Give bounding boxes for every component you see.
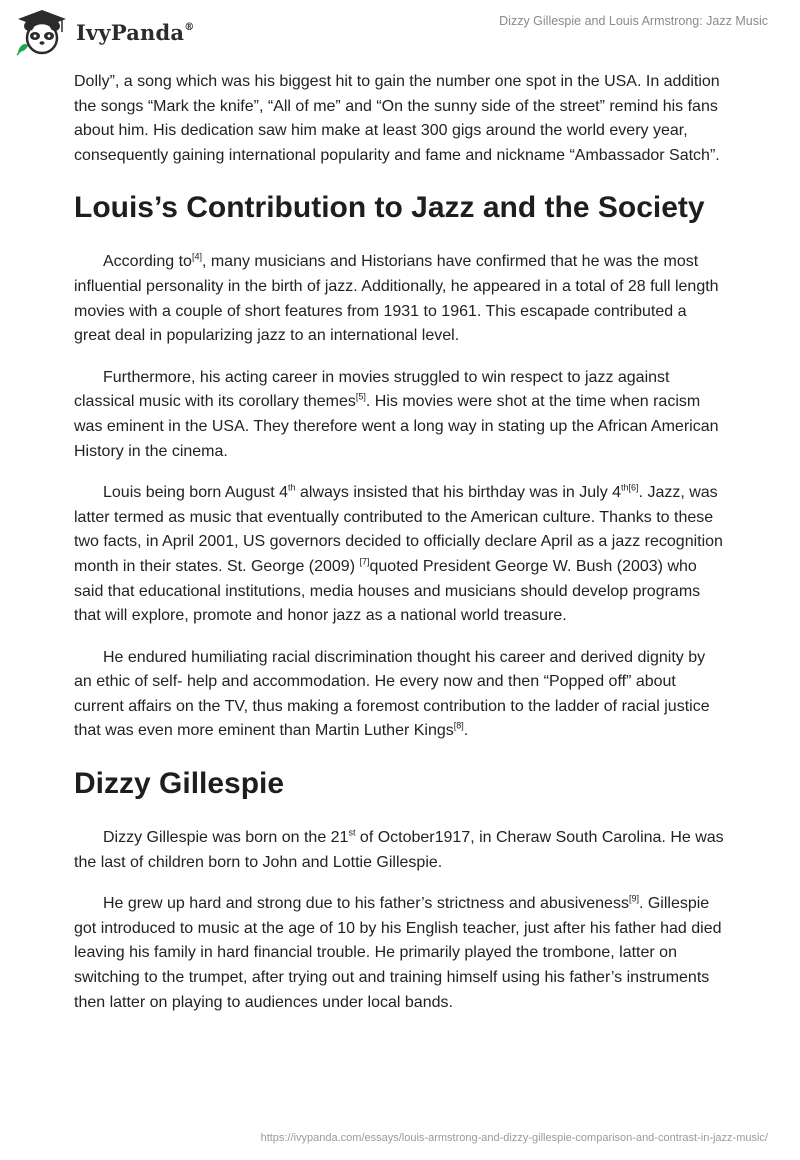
citation-ref[interactable]: [7]	[359, 556, 370, 567]
paragraph: According to[4], many musicians and Historians have confirmed that he was the most influential personality in the birth of jazz. Additionally, he appeared in a total of 28 full length movies with a couple of short features from 1931 to 1961. This escapade contributed a great deal in popularizing jazz to an international level.	[74, 252, 719, 345]
paragraph: He endured humiliating racial discrimination thought his career and derived dignity by an ethic of self- help and accommodation. He every now and then “Popped off” about current affairs on the TV, thus making a foremost contribution to the ladder of racial justice that was even more eminent than Martin Luther Kings[8].	[74, 648, 710, 740]
registered-mark: ®	[184, 21, 195, 33]
essay-body	[74, 70, 726, 1032]
citation-ref[interactable]: [4]	[191, 252, 202, 263]
citation-ref[interactable]: [9]	[628, 893, 639, 904]
section-heading-louis-contribution: Louis’s Contribution to Jazz and the Society	[74, 191, 705, 225]
panda-graduate-icon	[14, 8, 70, 56]
page-header	[0, 0, 800, 64]
paragraph: Dolly”, a song which was his biggest hit to gain the number one spot in the USA. In addition the songs “Mark the knife”, “All of me” and “On the sunny side of the street” remind his fans about him. His dedication saw him make at least 300 gigs around the world every year, consequently gaining international popularity and fame and nickname “Ambassador Satch”.	[74, 73, 720, 164]
paragraph: Dizzy Gillespie was born on the 21st of October1917, in Cheraw South Carolina. He was the last of children born to John and Lottie Gillespie.	[74, 827, 724, 871]
paragraph: Louis being born August 4th always insisted that his birthday was in July $4^{th[6]}$. Jazz, was latter termed as music that eventually contributed to the American culture. Thanks to these two facts, in April 2001, US governors decided to officially declare April as a jazz recognition month in their states. St. George (2009) [7]quoted President George W. Bush (2003) who said that educational institutions, media houses and musicians should develop programs that will explore, promote and honor jazz as a national world treasure.	[74, 482, 723, 625]
ivypanda-logo[interactable]	[14, 8, 194, 56]
ordinal-suffix: st	[348, 827, 356, 838]
document-title: Dizzy Gillespie and Louis Armstrong: Jazz Music	[499, 14, 768, 28]
citation-ref[interactable]: th[6]	[621, 482, 639, 493]
citation-ref[interactable]: [5]	[355, 392, 366, 403]
section-heading-dizzy-gillespie: Dizzy Gillespie	[74, 767, 285, 801]
source-url[interactable]: https://ivypanda.com/essays/louis-armstrong-and-dizzy-gillespie-comparison-and-contrast-in-jazz-music/	[260, 1132, 768, 1144]
citation-ref[interactable]: [8]	[453, 721, 464, 732]
ordinal-suffix: th	[288, 482, 296, 493]
paragraph: He grew up hard and strong due to his father’s strictness and abusiveness[9]. Gillespie got introduced to music at the age of 10 by his English teacher, just after his father had died leaving his family in hard financial trouble. He primarily played the trombone, latter on switching to the trumpet, after trying out and training himself using his father’s instruments then latter on playing to audiences under local bands.	[74, 893, 722, 1011]
paragraph: Furthermore, his acting career in movies struggled to win respect to jazz against classical music with its corollary themes[5]. His movies were shot at the time when racism was eminent in the USA. They therefore went a long way in stating up the African American History in the cinema.	[74, 368, 719, 460]
brand-name: IvyPanda®	[76, 19, 195, 45]
